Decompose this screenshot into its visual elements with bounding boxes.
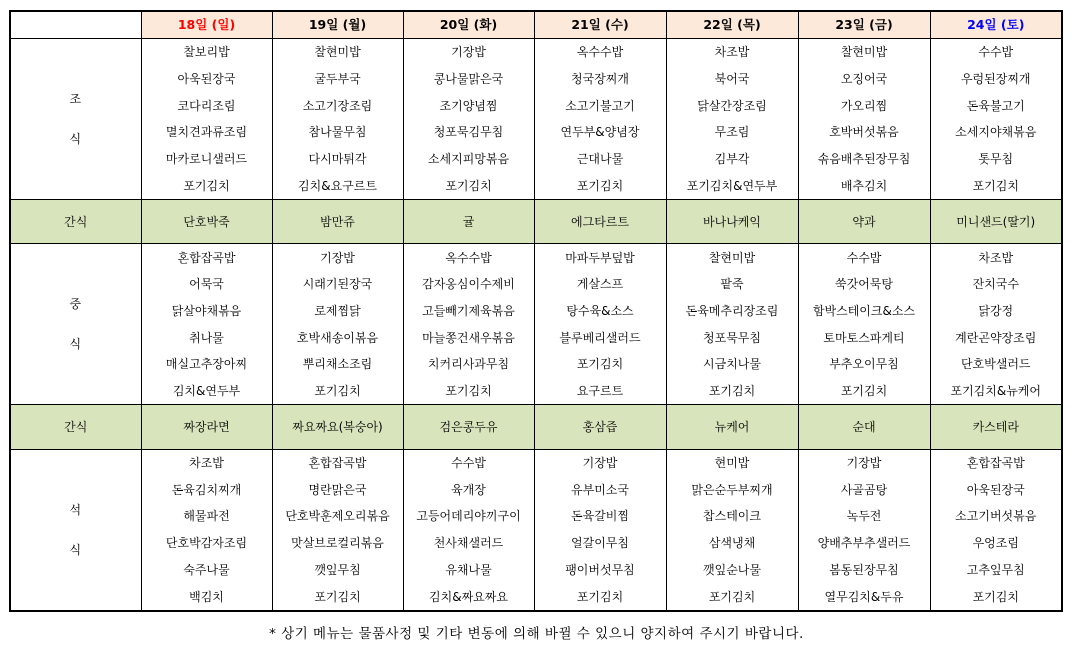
menu-item: 배추김치 — [798, 172, 930, 199]
snack-item: 에그타르트 — [534, 200, 666, 244]
meal-label-char: 식 — [69, 337, 83, 352]
day-header: 22일 (목) — [666, 11, 798, 39]
snack-label: 간식 — [10, 200, 141, 244]
menu-item: 소세지야채볶음 — [930, 119, 1062, 146]
menu-item: 김치&연두부 — [141, 378, 272, 405]
menu-item: 차조밥 — [930, 244, 1062, 271]
meal-label — [10, 39, 141, 200]
menu-item: 유부미소국 — [534, 476, 666, 503]
menu-item: 현미밥 — [666, 449, 798, 476]
menu-item: 청포묵김무침 — [403, 119, 534, 146]
menu-item: 북어국 — [666, 66, 798, 93]
menu-item: 포기김치&연두부 — [666, 172, 798, 199]
menu-body — [10, 39, 1062, 612]
header-corner — [10, 11, 141, 39]
menu-item: 포기김치 — [666, 378, 798, 405]
menu-item: 다시마튀각 — [272, 146, 403, 173]
menu-item: 혼합잡곡밥 — [930, 449, 1062, 476]
menu-item: 얼갈이무침 — [534, 530, 666, 557]
meal-row — [10, 146, 1062, 173]
meal-label-char: 식 — [69, 132, 83, 147]
menu-item: 우엉조림 — [930, 530, 1062, 557]
menu-item: 콩나물맑은국 — [403, 66, 534, 93]
menu-item: 소세지피망볶음 — [403, 146, 534, 173]
menu-item: 부추오이무침 — [798, 351, 930, 378]
menu-item: 포기김치 — [272, 583, 403, 611]
menu-item: 호박새송이볶음 — [272, 324, 403, 351]
menu-item: 유채나물 — [403, 556, 534, 583]
weekly-menu-table — [9, 10, 1063, 612]
meal-label-char: 중 — [69, 297, 83, 312]
menu-item: 깻잎무침 — [272, 556, 403, 583]
snack-item: 귤 — [403, 200, 534, 244]
menu-item: 찰현미밥 — [798, 39, 930, 66]
menu-item: 찰보리밥 — [141, 39, 272, 66]
menu-item: 소고기장조림 — [272, 92, 403, 119]
meal-label — [10, 244, 141, 405]
menu-item: 포기김치 — [534, 351, 666, 378]
day-header: 19일 (월) — [272, 11, 403, 39]
meal-label-char: 식 — [69, 542, 83, 557]
meal-row — [10, 172, 1062, 199]
menu-item: 해물파전 — [141, 503, 272, 530]
menu-item: 단호박감자조림 — [141, 530, 272, 557]
menu-item: 수수밥 — [798, 244, 930, 271]
menu-item: 참나물무침 — [272, 119, 403, 146]
menu-item: 열무김치&두유 — [798, 583, 930, 611]
day-header: 23일 (금) — [798, 11, 930, 39]
meal-row — [10, 244, 1062, 271]
menu-item: 맑은순두부찌개 — [666, 476, 798, 503]
menu-item: 사골곰탕 — [798, 476, 930, 503]
menu-item: 수수밥 — [403, 449, 534, 476]
snack-item: 미니샌드(딸기) — [930, 200, 1062, 244]
menu-item: 조기양념찜 — [403, 92, 534, 119]
menu-item: 게살스프 — [534, 271, 666, 298]
menu-item: 숙주나물 — [141, 556, 272, 583]
menu-item: 매실고추장아찌 — [141, 351, 272, 378]
menu-item: 요구르트 — [534, 378, 666, 405]
menu-item: 고등어데리야끼구이 — [403, 503, 534, 530]
menu-item: 양배추부추샐러드 — [798, 530, 930, 557]
menu-item: 고들빼기제육볶음 — [403, 298, 534, 325]
menu-item: 취나물 — [141, 324, 272, 351]
menu-item: 굴두부국 — [272, 66, 403, 93]
menu-item: 녹두전 — [798, 503, 930, 530]
snack-item: 검은콩두유 — [403, 405, 534, 449]
menu-item: 잔치국수 — [930, 271, 1062, 298]
meal-label-char: 석 — [69, 502, 83, 517]
snack-item: 밤만쥬 — [272, 200, 403, 244]
meal-row — [10, 556, 1062, 583]
meal-row — [10, 449, 1062, 476]
menu-item: 천사채샐러드 — [403, 530, 534, 557]
menu-item: 혼합잡곡밥 — [272, 449, 403, 476]
menu-item: 단호박훈제오리볶음 — [272, 503, 403, 530]
meal-row — [10, 119, 1062, 146]
meal-row — [10, 298, 1062, 325]
menu-item: 포기김치&뉴케어 — [930, 378, 1062, 405]
menu-item: 소고기버섯볶음 — [930, 503, 1062, 530]
meal-label — [10, 449, 141, 611]
menu-item: 아욱된장국 — [930, 476, 1062, 503]
menu-item: 청포묵무침 — [666, 324, 798, 351]
menu-item: 팽이버섯무침 — [534, 556, 666, 583]
menu-item: 시금치나물 — [666, 351, 798, 378]
menu-item: 포기김치 — [534, 172, 666, 199]
menu-item: 마늘쫑건새우볶음 — [403, 324, 534, 351]
menu-item: 근대나물 — [534, 146, 666, 173]
snack-item: 약과 — [798, 200, 930, 244]
day-header: 20일 (화) — [403, 11, 534, 39]
menu-item: 포기김치 — [403, 378, 534, 405]
menu-item: 무조림 — [666, 119, 798, 146]
menu-item: 아욱된장국 — [141, 66, 272, 93]
menu-item: 닭강정 — [930, 298, 1062, 325]
menu-item: 포기김치 — [534, 583, 666, 611]
menu-item: 포기김치 — [930, 583, 1062, 611]
snack-row — [10, 200, 1062, 244]
menu-item: 함박스테이크&소스 — [798, 298, 930, 325]
menu-item: 기장밥 — [272, 244, 403, 271]
meal-row — [10, 66, 1062, 93]
meal-row — [10, 351, 1062, 378]
menu-item: 가오리찜 — [798, 92, 930, 119]
menu-item: 깻잎순나물 — [666, 556, 798, 583]
menu-item: 호박버섯볶음 — [798, 119, 930, 146]
menu-item: 수수밥 — [930, 39, 1062, 66]
menu-item: 로제찜닭 — [272, 298, 403, 325]
menu-item: 돈육불고기 — [930, 92, 1062, 119]
menu-item: 소고기불고기 — [534, 92, 666, 119]
menu-item: 백김치 — [141, 583, 272, 611]
meal-row — [10, 324, 1062, 351]
meal-row — [10, 503, 1062, 530]
menu-item: 청국장찌개 — [534, 66, 666, 93]
menu-item: 기장밥 — [403, 39, 534, 66]
snack-item: 순대 — [798, 405, 930, 449]
menu-item: 맛살브로컬리볶음 — [272, 530, 403, 557]
menu-item: 옥수수밥 — [534, 39, 666, 66]
snack-item: 바나나케익 — [666, 200, 798, 244]
menu-item: 돈육갈비찜 — [534, 503, 666, 530]
meal-row — [10, 476, 1062, 503]
menu-item: 차조밥 — [666, 39, 798, 66]
menu-item: 차조밥 — [141, 449, 272, 476]
meal-row — [10, 378, 1062, 405]
menu-item: 혼합잡곡밥 — [141, 244, 272, 271]
menu-item: 팥죽 — [666, 271, 798, 298]
menu-item: 찹스테이크 — [666, 503, 798, 530]
menu-item: 감자옹심이수제비 — [403, 271, 534, 298]
menu-item: 기장밥 — [534, 449, 666, 476]
day-header: 18일 (일) — [141, 11, 272, 39]
menu-item: 닭살간장조림 — [666, 92, 798, 119]
menu-item: 봄동된장무침 — [798, 556, 930, 583]
snack-item: 단호박죽 — [141, 200, 272, 244]
meal-row — [10, 39, 1062, 66]
snack-row — [10, 405, 1062, 449]
menu-item: 멸치견과류조림 — [141, 119, 272, 146]
menu-item: 삼색냉채 — [666, 530, 798, 557]
meal-row — [10, 92, 1062, 119]
menu-item: 솎음배추된장무침 — [798, 146, 930, 173]
menu-item: 계란곤약장조림 — [930, 324, 1062, 351]
menu-item: 뿌리채소조림 — [272, 351, 403, 378]
menu-item: 탕수육&소스 — [534, 298, 666, 325]
menu-item: 포기김치 — [930, 172, 1062, 199]
menu-item: 단호박샐러드 — [930, 351, 1062, 378]
day-header: 24일 (토) — [930, 11, 1062, 39]
menu-item: 포기김치 — [272, 378, 403, 405]
menu-item: 치커리사과무침 — [403, 351, 534, 378]
menu-item: 돈육김치찌개 — [141, 476, 272, 503]
menu-item: 오징어국 — [798, 66, 930, 93]
menu-item: 코다리조림 — [141, 92, 272, 119]
meal-row — [10, 583, 1062, 611]
menu-item: 포기김치 — [403, 172, 534, 199]
menu-item: 톳무침 — [930, 146, 1062, 173]
menu-item: 어묵국 — [141, 271, 272, 298]
day-header-row — [10, 11, 1062, 39]
menu-item: 돈육메추리장조림 — [666, 298, 798, 325]
menu-item: 김부각 — [666, 146, 798, 173]
menu-item: 찰현미밥 — [666, 244, 798, 271]
day-header: 21일 (수) — [534, 11, 666, 39]
menu-item: 시래기된장국 — [272, 271, 403, 298]
menu-item: 김치&짜요짜요 — [403, 583, 534, 611]
menu-item: 고추잎무침 — [930, 556, 1062, 583]
snack-item: 홍삼즙 — [534, 405, 666, 449]
menu-item: 쑥갓어묵탕 — [798, 271, 930, 298]
footnote: * 상기 메뉴는 물품사정 및 기타 변동에 의해 바뀔 수 있으니 양지하여 주시기 바랍니다. — [269, 626, 804, 642]
menu-item: 옥수수밥 — [403, 244, 534, 271]
menu-item: 마카로니샐러드 — [141, 146, 272, 173]
snack-label: 간식 — [10, 405, 141, 449]
menu-item: 토마토스파게티 — [798, 324, 930, 351]
menu-item: 김치&요구르트 — [272, 172, 403, 199]
menu-item: 명란맑은국 — [272, 476, 403, 503]
menu-item: 포기김치 — [666, 583, 798, 611]
menu-item: 포기김치 — [141, 172, 272, 199]
snack-item: 짜장라면 — [141, 405, 272, 449]
menu-item: 마파두부덮밥 — [534, 244, 666, 271]
menu-item: 연두부&양념장 — [534, 119, 666, 146]
menu-item: 포기김치 — [798, 378, 930, 405]
menu-item: 우렁된장찌개 — [930, 66, 1062, 93]
meal-row — [10, 271, 1062, 298]
menu-item: 닭살야채볶음 — [141, 298, 272, 325]
meal-row — [10, 530, 1062, 557]
snack-item: 뉴케어 — [666, 405, 798, 449]
snack-item: 짜요짜요(복숭아) — [272, 405, 403, 449]
menu-item: 기장밥 — [798, 449, 930, 476]
snack-item: 카스테라 — [930, 405, 1062, 449]
meal-label-char: 조 — [69, 92, 83, 107]
menu-item: 육개장 — [403, 476, 534, 503]
menu-item: 블루베리샐러드 — [534, 324, 666, 351]
menu-item: 찰현미밥 — [272, 39, 403, 66]
